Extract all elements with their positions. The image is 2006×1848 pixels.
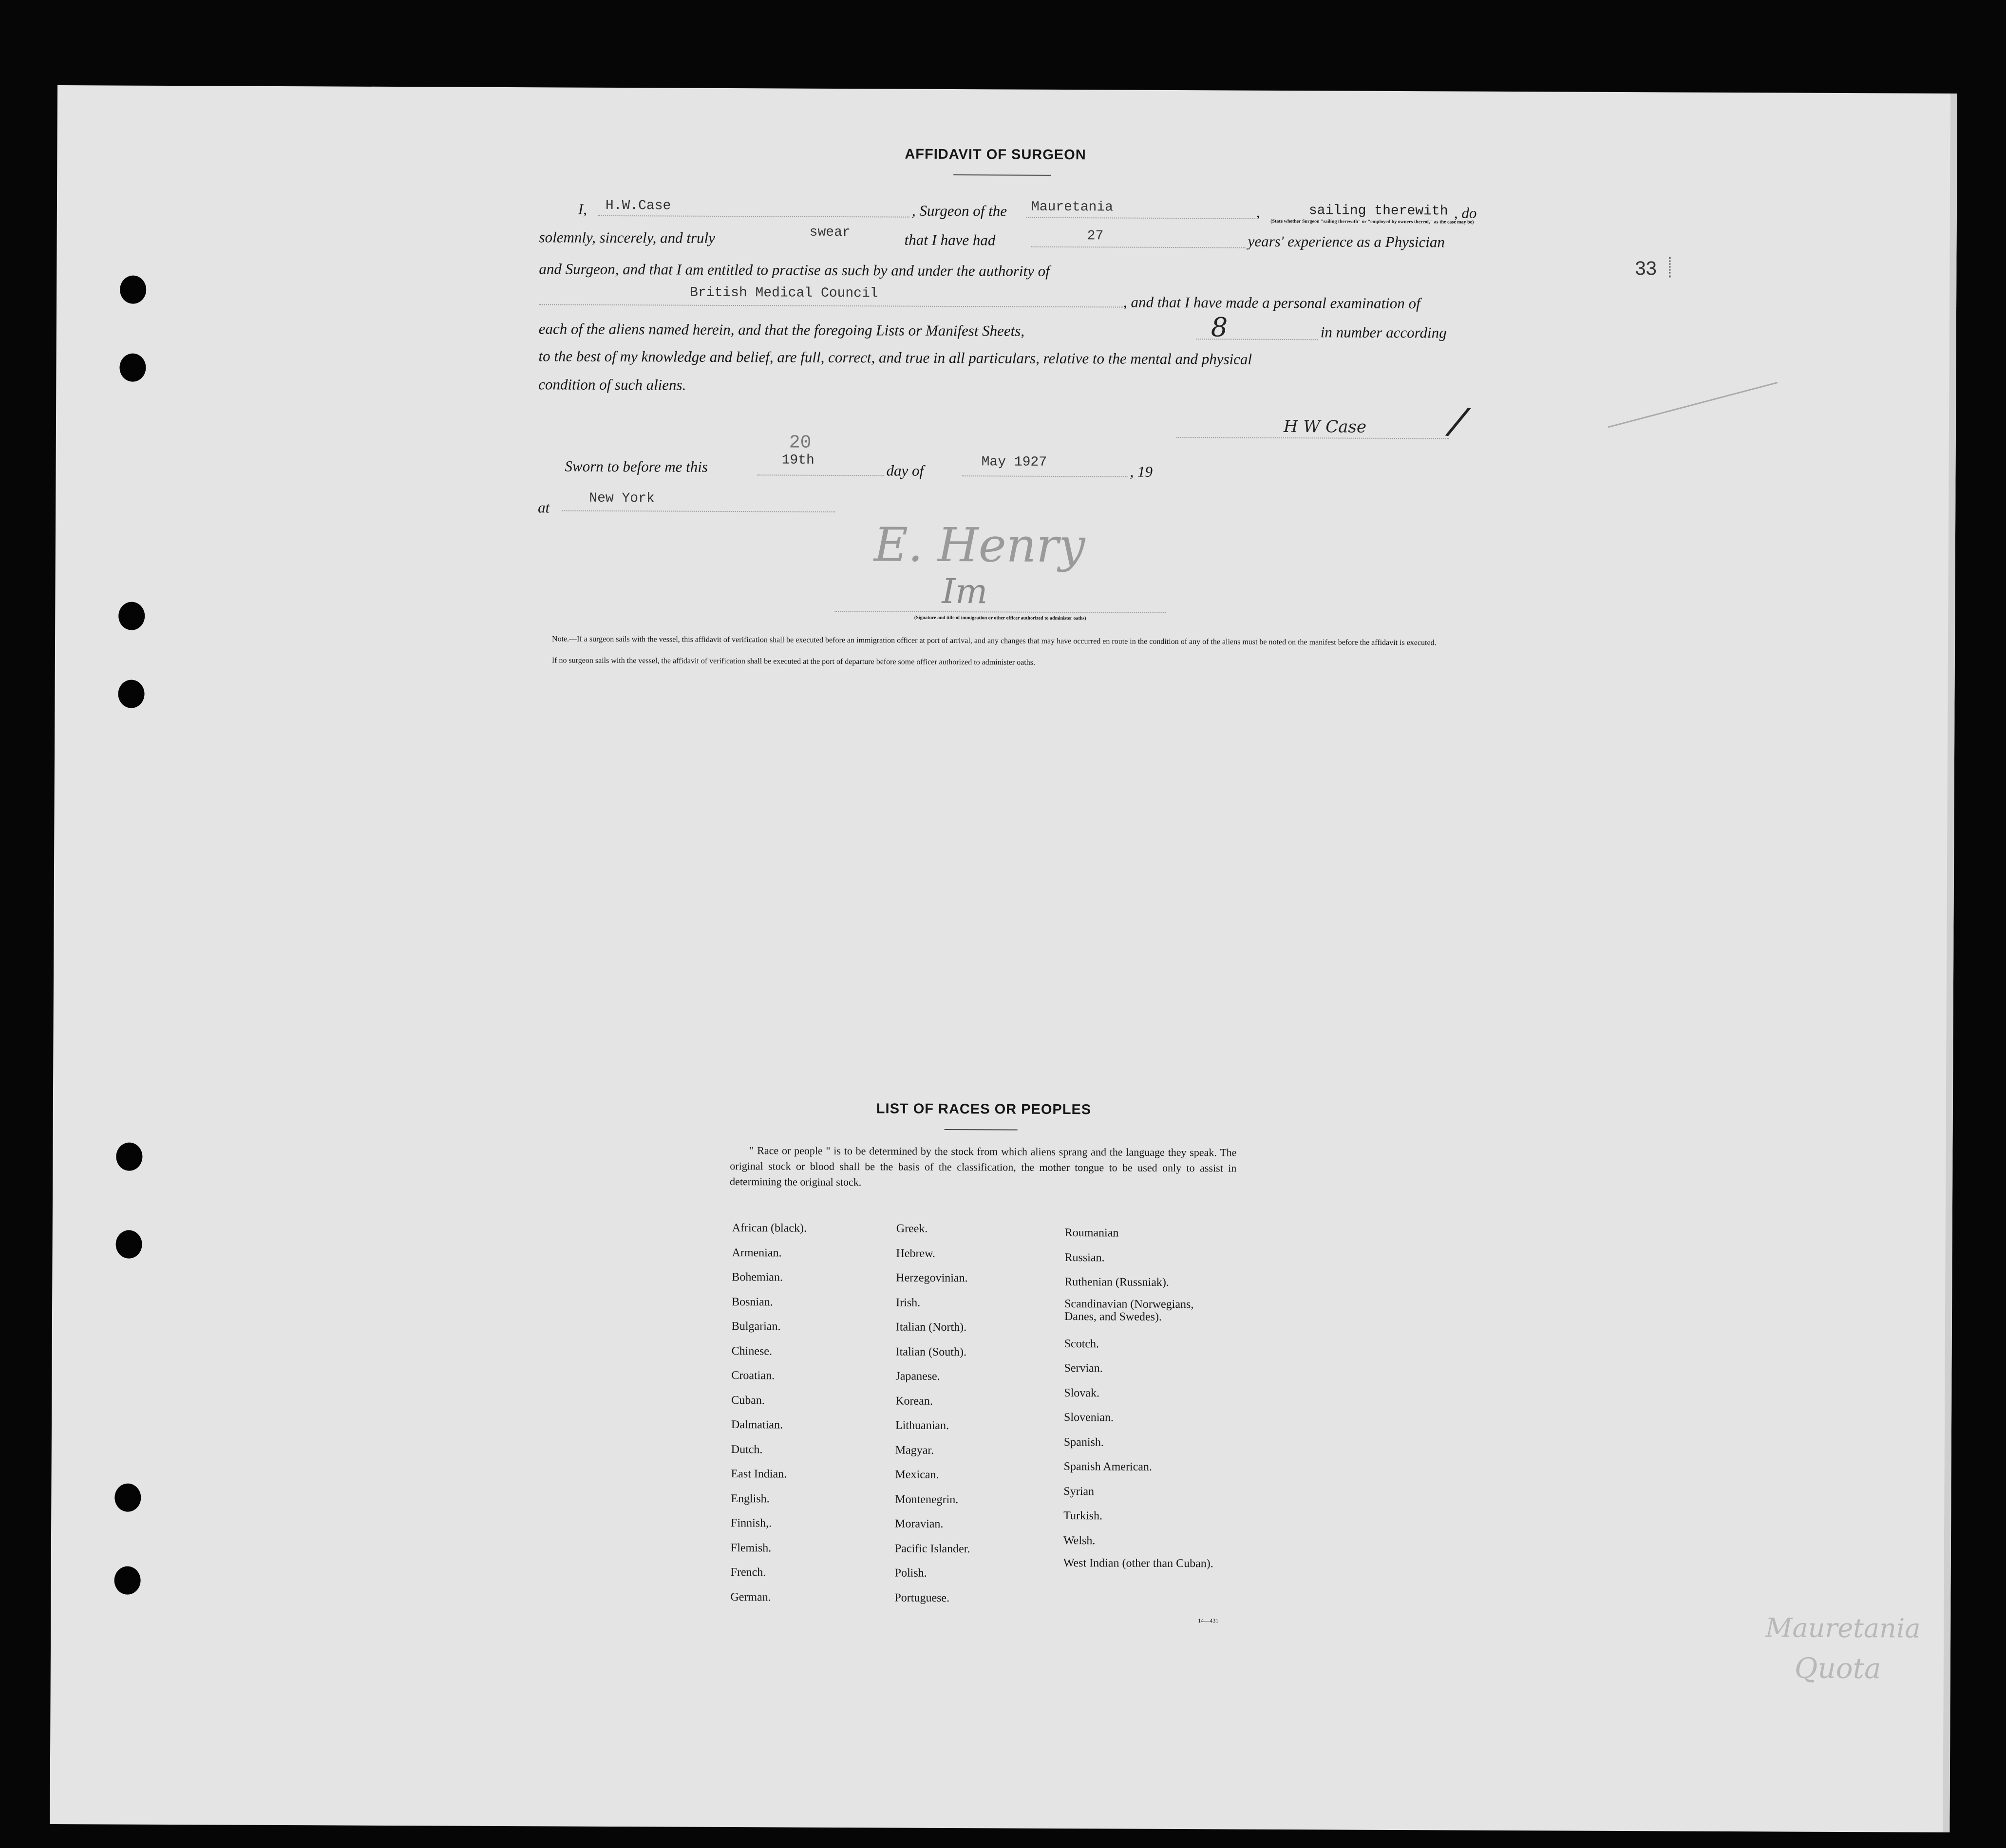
races-column-3 xyxy=(1063,1221,1226,1582)
race-entry: Italian (South). xyxy=(895,1345,967,1358)
binder-hole xyxy=(118,680,144,708)
affidavit-title: AFFIDAVIT OF SURGEON xyxy=(905,146,1086,163)
race-entry: Polish. xyxy=(894,1566,927,1580)
line7: condition of such aliens. xyxy=(538,376,686,394)
races-intro: " Race or people " is to be determined by the stock from which aliens sprang and the language they speak. The original stock or blood shall be the basis of the classification, the mother tongue to be used only to assist in determining the original stock. xyxy=(730,1144,1237,1188)
line2-lead: solemnly, sincerely, and truly xyxy=(539,228,716,246)
sworn-month-year: May 1927 xyxy=(981,454,1047,470)
form-code: 14—431 xyxy=(1198,1617,1219,1624)
fill-line xyxy=(562,510,835,512)
race-entry: Roumanian xyxy=(1064,1226,1119,1240)
race-entry: Greek. xyxy=(896,1222,928,1235)
sworn-lead: Sworn to before me this xyxy=(565,457,708,475)
race-entry: Spanish American. xyxy=(1063,1460,1153,1473)
race-entry: Bohemian. xyxy=(732,1271,783,1284)
race-entry: Turkish. xyxy=(1063,1509,1103,1523)
race-entry: Scandinavian (Norwegians, Danes, and Swedes). xyxy=(1064,1297,1194,1323)
race-entry: African (black). xyxy=(732,1222,807,1235)
race-entry: Portuguese. xyxy=(894,1591,950,1604)
races-column-1 xyxy=(730,1216,807,1610)
margin-note-quota: Quota xyxy=(1794,1651,1881,1685)
race-entry: French. xyxy=(730,1566,766,1579)
sailing-note: (State whether Surgeon "sailing therewith" or "employed by owners thereof," as the case may be) xyxy=(1270,218,1474,225)
line6: to the best of my knowledge and belief, are full, correct, and true in all particulars, relative to the mental and physical xyxy=(538,347,1252,368)
line3: and Surgeon, and that I am entitled to practise as such by and under the authority of xyxy=(539,260,1050,280)
years-experience: 27 xyxy=(1087,228,1104,244)
line2-mid: that I have had xyxy=(904,231,996,249)
vessel-name: Mauretania xyxy=(1031,199,1114,215)
races-title: LIST OF RACES OR PEOPLES xyxy=(876,1101,1092,1118)
race-entry: Cuban. xyxy=(731,1394,765,1407)
fill-line xyxy=(1026,217,1255,219)
official-signature: E. Henry xyxy=(873,517,1085,573)
fill-line xyxy=(757,474,884,476)
race-entry: Magyar. xyxy=(895,1444,934,1457)
race-entry: Russian. xyxy=(1064,1251,1105,1264)
race-entry: German. xyxy=(730,1590,771,1603)
race-entry: Hebrew. xyxy=(896,1247,936,1260)
race-entry: Bosnian. xyxy=(732,1295,773,1308)
binder-hole xyxy=(119,354,146,382)
race-entry: West Indian (other than Cuban). xyxy=(1063,1557,1213,1570)
binder-hole xyxy=(114,1566,140,1595)
race-entry: Finnish,. xyxy=(731,1517,772,1530)
note-surgeon-sails: Note.—If a surgeon sails with the vessel, this affidavit of verification shall be executed before an immigration officer at port of arrival, and any changes that may have occurred en route in the condition of any of the aliens must be noted on the manifest before the affidavit is executed. xyxy=(552,635,1437,647)
line5-lead: each of the aliens named herein, and that the foregoing Lists or Manifest Sheets, xyxy=(538,320,1025,339)
margin-note-vessel: Mauretania xyxy=(1765,1612,1921,1644)
line1-end: , do xyxy=(1454,204,1477,222)
note-no-surgeon: If no surgeon sails with the vessel, the affidavit of verification shall be executed at the port of departure before some officer authorized to administer oaths. xyxy=(551,656,1036,667)
sheets-count: 8 xyxy=(1211,312,1228,343)
binder-hole xyxy=(118,602,145,630)
line1-comma: , xyxy=(1256,203,1260,221)
races-column-2 xyxy=(894,1217,971,1611)
race-entry: Montenegrin. xyxy=(895,1493,959,1506)
race-entry: Mexican. xyxy=(895,1468,939,1481)
licensing-authority: British Medical Council xyxy=(690,285,878,302)
title-rule xyxy=(953,174,1051,176)
races-title-rule xyxy=(945,1129,1018,1131)
official-initials: Im xyxy=(942,571,988,612)
sworn-place: New York xyxy=(589,490,655,507)
race-entry: East Indian. xyxy=(731,1468,787,1481)
check-mark: / xyxy=(1447,397,1470,445)
paper-edge xyxy=(1943,94,1957,1832)
race-entry: Servian. xyxy=(1064,1362,1103,1375)
race-entry: Dutch. xyxy=(731,1443,763,1456)
race-entry: Korean. xyxy=(895,1395,933,1408)
race-entry: Pacific Islander. xyxy=(894,1542,970,1555)
sworn-day: 19th xyxy=(781,453,814,468)
binder-hole xyxy=(115,1230,142,1259)
race-entry: Flemish. xyxy=(730,1541,772,1554)
race-entry: Italian (North). xyxy=(895,1320,967,1334)
surgeon-signature: H W Case xyxy=(1283,416,1367,437)
fill-line xyxy=(539,304,1123,307)
sailing-status: sailing therewith xyxy=(1308,203,1448,219)
race-entry: English. xyxy=(731,1492,770,1505)
race-entry: Lithuanian. xyxy=(895,1419,949,1433)
race-entry: Slovak. xyxy=(1064,1386,1100,1399)
race-entry: Ruthenian (Russniak). xyxy=(1064,1276,1169,1289)
race-entry: Moravian. xyxy=(895,1517,944,1530)
year-prefix: , 19 xyxy=(1130,463,1153,480)
sheet-number-tick xyxy=(1669,257,1672,277)
race-entry: Herzegovinian. xyxy=(896,1271,968,1285)
manifest-sheet xyxy=(50,85,1957,1832)
day-of: day of xyxy=(886,462,924,479)
fill-line xyxy=(1031,246,1246,248)
margin-scribble xyxy=(1608,382,1778,428)
binder-hole xyxy=(116,1143,142,1171)
line1-mid: , Surgeon of the xyxy=(911,202,1007,220)
race-entry: Slovenian. xyxy=(1064,1411,1114,1424)
sheet-number: 33 xyxy=(1635,258,1657,280)
line2-end: years' experience as a Physician xyxy=(1248,232,1445,251)
race-entry: Bulgarian. xyxy=(731,1320,781,1333)
race-entry: Croatian. xyxy=(731,1369,775,1382)
at-label: at xyxy=(538,499,550,516)
line4-end: , and that I have made a personal examination of xyxy=(1123,293,1420,312)
race-entry: Spanish. xyxy=(1063,1435,1104,1449)
binder-hole xyxy=(114,1484,141,1512)
race-entry: Irish. xyxy=(896,1296,921,1309)
race-entry: Syrian xyxy=(1063,1485,1095,1498)
race-entry: Dalmatian. xyxy=(731,1418,783,1432)
race-entry: Welsh. xyxy=(1063,1534,1096,1547)
race-entry: Armenian. xyxy=(732,1246,782,1260)
line5-end: in number according xyxy=(1320,323,1447,341)
fill-line xyxy=(962,475,1128,477)
binder-hole xyxy=(120,276,146,304)
signature-caption: (Signature and title of immigration or other officer authorized to administer oaths) xyxy=(914,615,1086,622)
line1-lead: I, xyxy=(578,200,587,218)
oath-type: swear xyxy=(809,225,851,241)
surgeon-name: H.W.Case xyxy=(605,198,671,214)
signature-line xyxy=(1176,437,1449,439)
day-correction: 20 xyxy=(789,432,812,453)
signature-line xyxy=(834,611,1166,613)
race-entry: Japanese. xyxy=(895,1370,940,1383)
fill-line xyxy=(598,215,909,218)
race-entry: Scotch. xyxy=(1064,1337,1099,1350)
race-entry: Chinese. xyxy=(731,1344,773,1358)
